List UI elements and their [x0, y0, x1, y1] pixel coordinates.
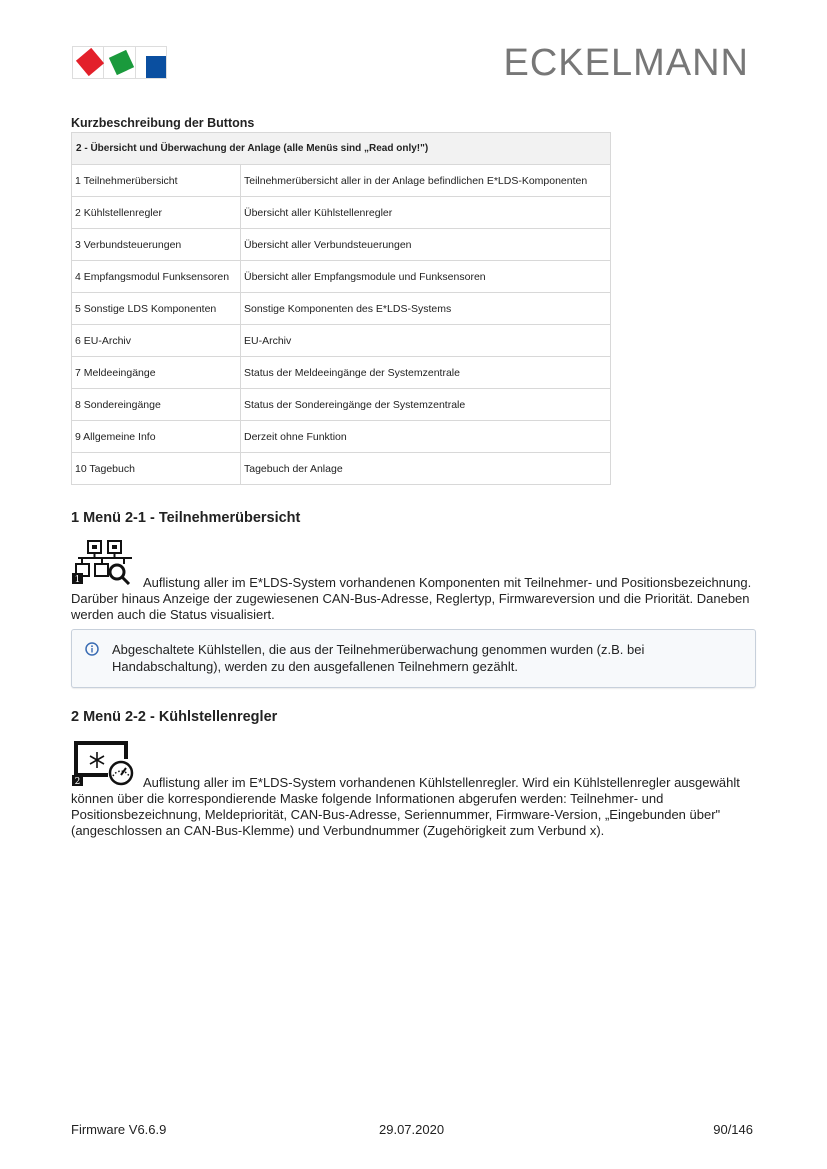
button-name-cell: 2 Kühlstellenregler [72, 197, 241, 229]
eckelmann-logo-squares [72, 46, 167, 79]
button-name-cell: 1 Teilnehmerübersicht [72, 165, 241, 197]
button-description-cell: Status der Sondereingänge der Systemzentrale [241, 389, 611, 421]
info-icon [85, 642, 99, 656]
info-note-text: Abgeschaltete Kühlstellen, die aus der Teilnehmerüberwachung genommen wurden (z.B. bei Handabschaltung), werden zu den ausgefallenen Teilnehmern gezählt. [112, 642, 645, 674]
table-row [72, 453, 611, 485]
button-description-cell: Übersicht aller Kühlstellenregler [241, 197, 611, 229]
table-row [72, 165, 611, 197]
table-row [72, 293, 611, 325]
button-name-cell: 9 Allgemeine Info [72, 421, 241, 453]
table-row [72, 261, 611, 293]
button-name-cell: 10 Tagebuch [72, 453, 241, 485]
info-note-box [71, 629, 756, 688]
table-row [72, 325, 611, 357]
button-description-cell: Übersicht aller Empfangsmodule und Funksensoren [241, 261, 611, 293]
button-description-cell: Teilnehmerübersicht aller in der Anlage befindlichen E*LDS-Komponenten [241, 165, 611, 197]
button-description-cell: Übersicht aller Verbundsteuerungen [241, 229, 611, 261]
table-row [72, 421, 611, 453]
buttons-table [71, 132, 611, 485]
table-row [72, 389, 611, 421]
button-name-cell: 3 Verbundsteuerungen [72, 229, 241, 261]
footer-page-number: 90/146 [713, 1122, 753, 1137]
button-description-cell: Tagebuch der Anlage [241, 453, 611, 485]
button-name-cell: 6 EU-Archiv [72, 325, 241, 357]
button-description-cell: Derzeit ohne Funktion [241, 421, 611, 453]
table-header: 2 - Übersicht und Überwachung der Anlage (alle Menüs sind „Read only!") [72, 133, 611, 165]
section1-heading: 1 Menü 2-1 - Teilnehmerübersicht [71, 510, 301, 526]
brand-wordmark: ECKELMANN [503, 42, 749, 84]
button-name-cell: 4 Empfangsmodul Funksensoren [72, 261, 241, 293]
snowflake-icon [90, 752, 104, 768]
table-row [72, 357, 611, 389]
logo-blue-square [146, 56, 166, 78]
table-section-title: Kurzbeschreibung der Buttons [71, 116, 255, 130]
table-row [72, 197, 611, 229]
button-description-cell: Sonstige Komponenten des E*LDS-Systems [241, 293, 611, 325]
button-description-cell: EU-Archiv [241, 325, 611, 357]
button-name-cell: 8 Sondereingänge [72, 389, 241, 421]
svg-text:1: 1 [74, 575, 81, 585]
section1-text: Auflistung aller im E*LDS-System vorhandenen Komponenten mit Teilnehmer- und Positionsbezeichnung. Darüber hinaus Anzeige der zugewiesenen CAN-Bus-Adresse, Reglertyp, Firmwareversion und die Priorität. Daneben werden auch die Status visualisiert. [71, 575, 752, 622]
footer-firmware: Firmware V6.6.9 [71, 1122, 167, 1137]
button-description-cell: Status der Meldeeingänge der Systemzentrale [241, 357, 611, 389]
table-row [72, 229, 611, 261]
section2-text: Auflistung aller im E*LDS-System vorhandenen Kühlstellenregler. Wird ein Kühlstellenregler ausgewählt können über die korrespondierende Maske folgende Informationen abgerufen werden: Teilnehmer- und Positionsbezeichnung, Meldepriorität, CAN-Bus-Adresse, Seriennummer, Firmware-Version, „Eingebunden über" (angeschlossen an CAN-Bus-Klemme) und Verbundnummer (Zugehörigkeit zum Verbund x). [71, 775, 740, 838]
button-name-cell: 7 Meldeeingänge [72, 357, 241, 389]
section2-heading: 2 Menü 2-2 - Kühlstellenregler [71, 709, 278, 725]
footer-date: 29.07.2020 [379, 1122, 445, 1137]
button-name-cell: 5 Sonstige LDS Komponenten [72, 293, 241, 325]
svg-text:2: 2 [74, 777, 81, 786]
